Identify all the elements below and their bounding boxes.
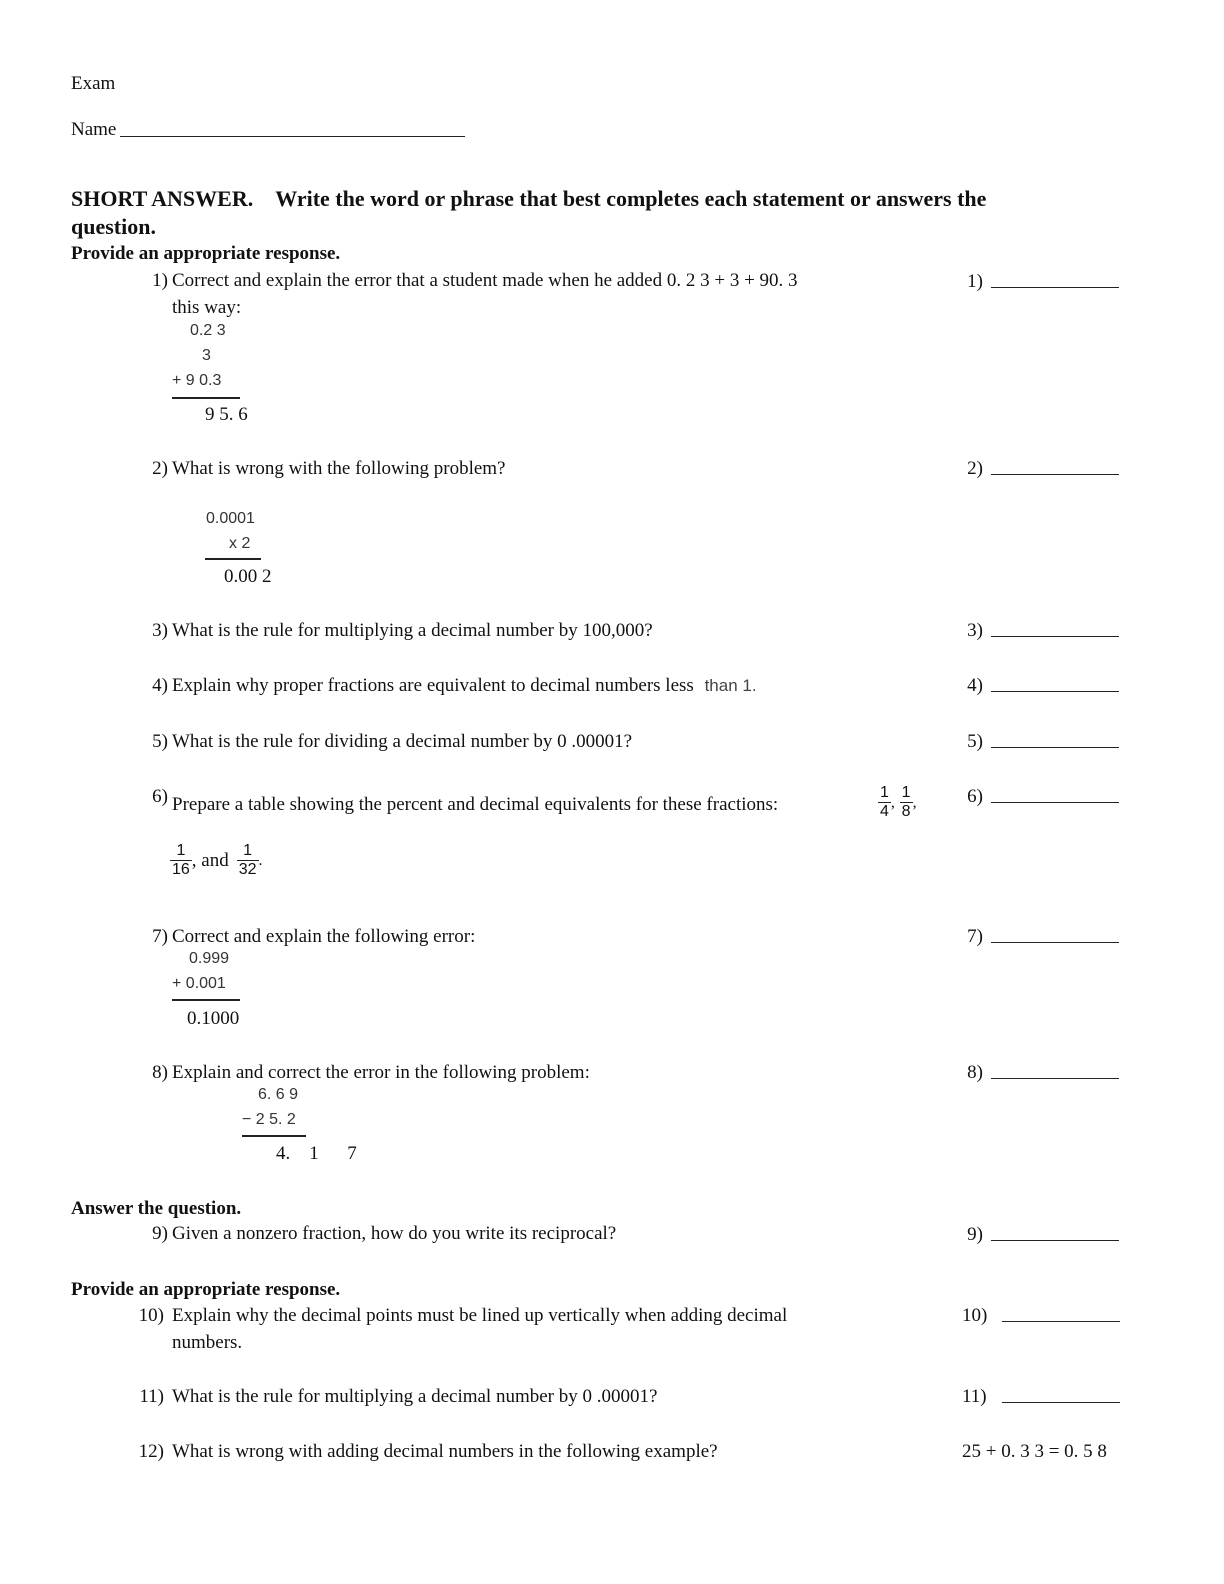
answer-number: 11) — [962, 1386, 987, 1407]
question-text-tail: than 1. — [704, 676, 757, 695]
product-rule — [205, 558, 261, 560]
question-text: Explain why the decimal points must be lined up vertically when adding decimal — [172, 1305, 788, 1326]
instruction-provide-1: Provide an appropriate response. — [71, 243, 341, 264]
answer-blank[interactable] — [991, 691, 1119, 692]
answer-number: 6) — [967, 786, 983, 807]
question-text: Prepare a table showing the percent and decimal equivalents for these fractions: — [172, 794, 779, 815]
answer-number: 3) — [967, 620, 983, 641]
name-label: Name — [71, 119, 117, 140]
difference-rule — [242, 1135, 306, 1137]
answer-number: 8) — [967, 1062, 983, 1083]
work-line: x 2 — [229, 535, 251, 552]
section-heading-text: Write the word or phrase that best completes each statement or answers the — [275, 186, 987, 211]
work-line: 0.2 3 — [190, 322, 226, 339]
question-text: What is wrong with adding decimal numbers in the following example? — [172, 1441, 718, 1462]
answer-blank[interactable] — [1002, 1321, 1120, 1322]
answer-number: 5) — [967, 731, 983, 752]
work-line: 6. 6 9 — [258, 1086, 299, 1103]
example-equation: 25 + 0. 3 3 = 0. 5 8 — [962, 1441, 1107, 1462]
question-text — [172, 675, 757, 697]
question-number: 2) — [152, 458, 168, 479]
fraction: $\frac{1}{4}$ — [880, 784, 889, 820]
section-heading-line2: question. — [71, 214, 156, 239]
question-number: 12) — [138, 1441, 164, 1462]
question-text-main: Explain why proper fractions are equivalent to decimal numbers less — [172, 675, 694, 696]
work-line: − 2 5. 2 — [242, 1111, 296, 1128]
question-text: What is the rule for multiplying a decimal number by 0 .00001? — [172, 1386, 658, 1407]
exam-title: Exam — [71, 73, 116, 94]
answer-blank[interactable] — [991, 1078, 1119, 1079]
answer-blank[interactable] — [991, 287, 1119, 288]
fraction-group: $\frac{1}{4}$ , $\frac{1}{8}$ , — [880, 784, 917, 820]
question-number: 1) — [152, 270, 168, 291]
answer-number: 1) — [967, 271, 983, 292]
question-text: Correct and explain the error that a student made when he added 0. 2 3 + 3 + 90. 3 — [172, 270, 798, 291]
question-number: 11) — [139, 1386, 164, 1407]
question-number: 3) — [152, 620, 168, 641]
work-line: + 0.001 — [172, 975, 226, 992]
work-line: 0.0001 — [206, 510, 255, 527]
answer-blank[interactable] — [991, 802, 1119, 803]
question-number: 6) — [152, 786, 168, 807]
answer-number: 7) — [967, 926, 983, 947]
question-number: 5) — [152, 731, 168, 752]
and-label: , and — [191, 849, 229, 871]
answer-blank[interactable] — [991, 942, 1119, 943]
instruction-answer: Answer the question. — [71, 1198, 242, 1219]
work-result: 0.00 2 — [224, 566, 272, 587]
name-field[interactable] — [120, 136, 465, 137]
question-text: Correct and explain the following error: — [172, 926, 476, 947]
fraction: $\frac{1}{8}$ — [901, 784, 911, 820]
question-number: 9) — [152, 1223, 168, 1244]
question-text: What is the rule for dividing a decimal number by 0 .00001? — [172, 731, 633, 752]
fraction: $\frac{1}{32}$ — [238, 842, 257, 878]
answer-number: 4) — [967, 675, 983, 696]
section-heading — [71, 186, 986, 212]
question-text: Given a nonzero fraction, how do you write its reciprocal? — [172, 1223, 617, 1244]
sum-rule — [172, 999, 240, 1001]
work-result: 0.1000 — [187, 1008, 240, 1029]
question-text: What is the rule for multiplying a decimal number by 100,000? — [172, 620, 653, 641]
answer-blank[interactable] — [991, 747, 1119, 748]
question-number: 7) — [152, 926, 168, 947]
work-line: 0.999 — [189, 950, 230, 967]
fraction: $\frac{1}{16}$ — [172, 842, 190, 878]
work-result: 9 5. 6 — [205, 404, 248, 425]
work-result: 4. 1 7 — [276, 1143, 357, 1164]
question-number: 10) — [138, 1305, 164, 1326]
question-text-cont: numbers. — [172, 1332, 243, 1353]
fraction-group: $\frac{1}{16}$ , and $\frac{1}{32}$ . — [172, 842, 263, 878]
instruction-provide-2: Provide an appropriate response. — [71, 1279, 341, 1300]
answer-number: 9) — [967, 1224, 983, 1245]
answer-number: 10) — [962, 1305, 988, 1326]
answer-blank[interactable] — [1002, 1402, 1120, 1403]
question-number: 8) — [152, 1062, 168, 1083]
answer-blank[interactable] — [991, 636, 1119, 637]
work-line: + 9 0.3 — [172, 372, 222, 389]
section-heading-bold: SHORT ANSWER. — [71, 186, 254, 211]
question-text-cont: this way: — [172, 297, 242, 318]
answer-number: 2) — [967, 458, 983, 479]
question-number: 4) — [152, 675, 168, 696]
question-text: What is wrong with the following problem? — [172, 458, 506, 479]
answer-blank[interactable] — [991, 474, 1119, 475]
question-text: Explain and correct the error in the following problem: — [172, 1062, 590, 1083]
sum-rule — [172, 397, 240, 399]
answer-blank[interactable] — [991, 1240, 1119, 1241]
work-line: 3 — [202, 347, 211, 364]
